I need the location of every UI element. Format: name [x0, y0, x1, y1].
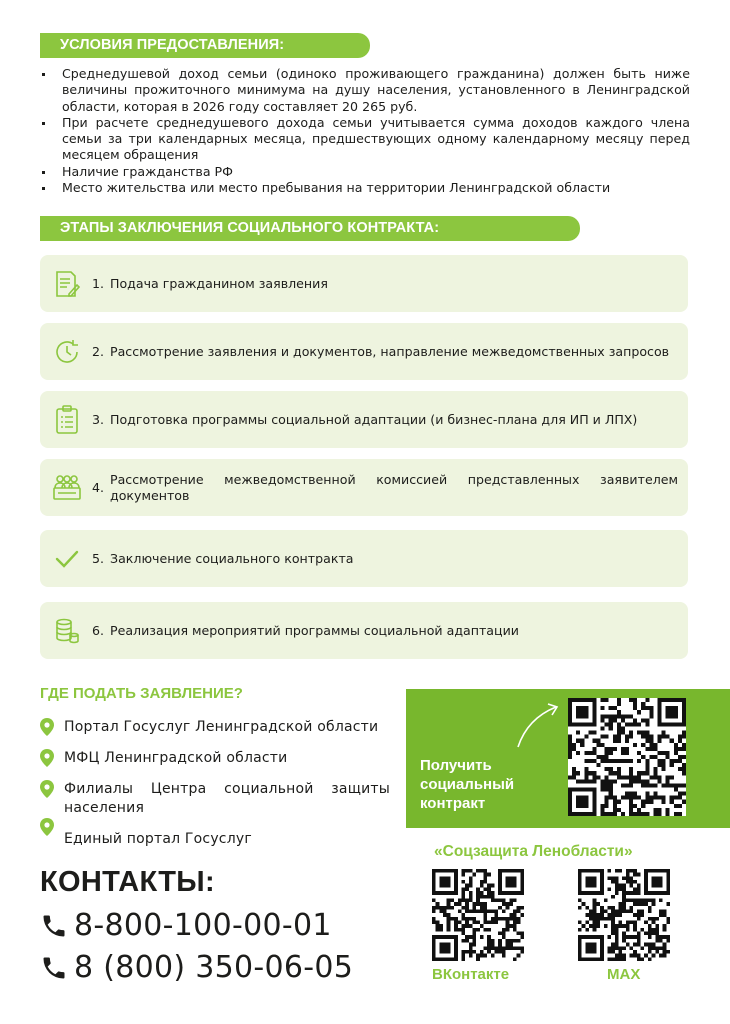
location-pin-icon	[40, 749, 64, 773]
where-item-text: Филиалы Центра социальной защиты населения	[64, 781, 390, 816]
max-label[interactable]: MAX	[607, 966, 641, 983]
vk-label[interactable]: ВКонтакте	[432, 966, 510, 983]
phone-icon	[40, 954, 68, 982]
stage-item-3	[40, 391, 688, 448]
stage-text: Реализация мероприятий программы социальной адаптации	[110, 622, 519, 638]
stage-number: 6.	[92, 623, 105, 638]
stage-text: Рассмотрение межведомственной комиссией представленных заявителем документов	[110, 471, 678, 503]
stage-text: Подготовка программы социальной адаптации (и бизнес-плана для ИП и ЛПХ)	[110, 411, 638, 427]
clock-refresh-icon	[40, 338, 90, 366]
stage-number: 3.	[92, 412, 105, 427]
stage-text: Подача гражданином заявления	[110, 275, 328, 291]
stage-text: Рассмотрение заявления и документов, направление межведомственных запросов	[110, 343, 670, 359]
qr-code-max[interactable]	[578, 869, 670, 961]
stage-item-1	[40, 255, 688, 312]
where-item	[40, 816, 390, 849]
qr-caption-line: контракт	[420, 795, 486, 812]
stage-text: Заключение социального контракта	[110, 550, 354, 566]
stage-number: 4.	[92, 480, 105, 495]
conditions-list	[40, 66, 690, 196]
phone-line	[40, 950, 353, 985]
where-item-text: Единый портал Госуслуг	[64, 831, 252, 847]
stage-item-4	[40, 459, 688, 516]
where-item	[40, 780, 390, 818]
phone-number[interactable]: 8-800-100-00-01	[74, 908, 332, 943]
stage-item-6	[40, 602, 688, 659]
location-pin-icon	[40, 718, 64, 742]
stage-number: 5.	[92, 551, 105, 566]
where-title: ГДЕ ПОДАТЬ ЗАЯВЛЕНИЕ?	[40, 685, 243, 702]
checkmark-icon	[40, 549, 90, 569]
location-pin-icon	[40, 816, 64, 849]
commission-table-icon	[40, 474, 90, 502]
qr-promo-box	[406, 689, 730, 828]
coins-stack-icon	[40, 617, 90, 645]
qr-code-vk[interactable]	[432, 869, 524, 961]
condition-item: Место жительства или место пребывания на территории Ленинградской области	[40, 180, 690, 196]
location-pin-icon	[40, 780, 64, 818]
condition-item: Среднедушевой доход семьи (одиноко проживающего гражданина) должен быть ниже величины прожиточного минимума на душу населения, установленного в Ленинградской области, которая в 2026 году составляет 20 265 руб.	[40, 66, 690, 115]
qr-code-contract[interactable]	[568, 698, 686, 816]
stage-item-5	[40, 530, 688, 587]
arrow-icon	[514, 701, 564, 749]
conditions-title: УСЛОВИЯ ПРЕДОСТАВЛЕНИЯ:	[40, 33, 370, 58]
where-item	[40, 718, 390, 742]
qr-caption	[420, 756, 514, 813]
where-item-text: МФЦ Ленинградской области	[64, 750, 288, 766]
condition-item: При расчете среднедушевого дохода семьи учитывается сумма доходов каждого члена семьи за три календарных месяца, предшествующих одному календарному месяцу перед месяцем обращения	[40, 115, 690, 164]
phone-line	[40, 908, 332, 943]
qr-caption-line: социальный	[420, 776, 515, 793]
contacts-title: КОНТАКТЫ:	[40, 866, 215, 898]
phone-number[interactable]: 8 (800) 350-06-05	[74, 950, 354, 985]
document-pen-icon	[40, 270, 90, 298]
stage-number: 1.	[92, 276, 105, 291]
stages-title: ЭТАПЫ ЗАКЛЮЧЕНИЯ СОЦИАЛЬНОГО КОНТРАКТА:	[40, 216, 580, 241]
qr-caption-line: Получить	[420, 757, 492, 774]
stage-item-2	[40, 323, 688, 380]
social-title: «Соцзащита Ленобласти»	[434, 843, 633, 860]
where-item	[40, 749, 390, 773]
where-item-text: Портал Госуслуг Ленинградской области	[64, 719, 379, 735]
stage-number: 2.	[92, 344, 105, 359]
condition-item: Наличие гражданства РФ	[40, 164, 690, 180]
phone-icon	[40, 912, 68, 940]
clipboard-list-icon	[40, 405, 90, 435]
